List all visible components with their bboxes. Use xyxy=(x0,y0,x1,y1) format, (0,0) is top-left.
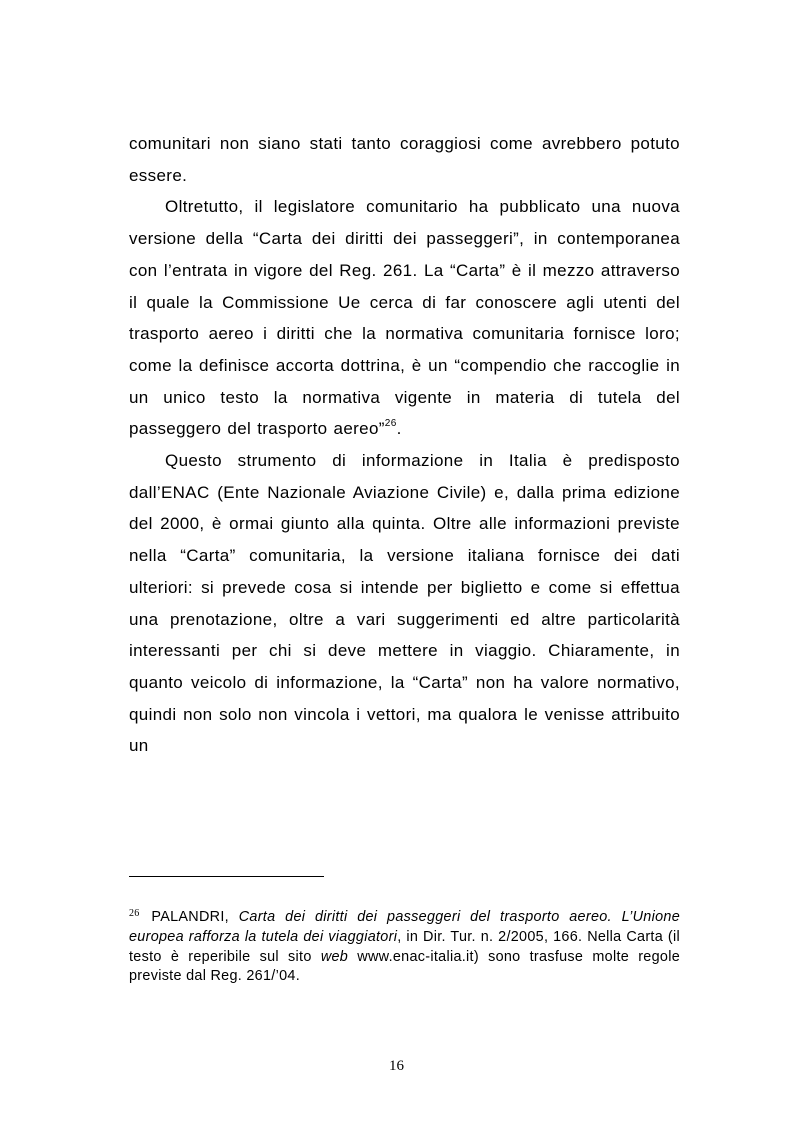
main-body-text xyxy=(129,128,680,762)
footnote-web-word: web xyxy=(320,948,349,965)
footnote-author: PALANDRI, xyxy=(151,909,229,925)
footnote-citation: , in Dir. Tur. n. 2/2005, 166. Nella Carta (il testo è reperibile sul sito xyxy=(129,928,680,965)
page-number: 16 xyxy=(389,1058,404,1074)
footnote-separator xyxy=(129,876,324,877)
footnote-26 xyxy=(129,908,680,987)
paragraph-enac: Questo strumento di informazione in Italia è predisposto dall’ENAC (Ente Nazionale Aviazione Civile) e, dalla prima edizione del 2000, è ormai giunto alla quinta. Oltre alle informazioni previste nella “Carta” comunitaria, la versione italiana fornisce dei dati ulteriori: si prevede cosa si intende per biglietto e come si effettua una prenotazione, oltre a vari suggerimenti ed altre particolarità interessanti per chi si deve mettere in viaggio. Chiaramente, in quanto veicolo di informazione, la “Carta” non ha valore normativo, quindi non solo non vincola i vettori, ma qualora le venisse attribuito un xyxy=(129,451,680,756)
footnote-rest: www.enac-italia.it) sono trasfuse molte regole previste dal Reg. 261/’04. xyxy=(129,948,680,985)
paragraph-end: . xyxy=(396,419,402,439)
paragraph-carta-dei-diritti xyxy=(129,191,680,445)
paragraph-text: Oltretutto, il legislatore comunitario ha pubblicato una nuova versione della “Carta dei diritti dei passeggeri”, in contemporanea con l’entrata in vigore del Reg. 261. La “Carta” è il mezzo attraverso il quale la Commissione Ue cerca di far conoscere agli utenti del trasporto aereo i diritti che la normativa comunitaria fornisce loro; come la definisce accorta dottrina, è un “compendio che raccoglie in un unico testo la normativa vigente in materia di tutela del passeggero del trasporto aereo” xyxy=(129,197,680,439)
paragraph-continuation: comunitari non siano stati tanto coraggiosi come avrebbero potuto essere. xyxy=(129,134,680,185)
footnote-number: 26 xyxy=(129,908,140,919)
footnote-title: Carta dei diritti dei passeggeri del trasporto aereo. L’Unione europea rafforza la tutela dei viaggiatori xyxy=(129,909,680,945)
footnote-reference-26[interactable]: 26 xyxy=(384,418,397,430)
